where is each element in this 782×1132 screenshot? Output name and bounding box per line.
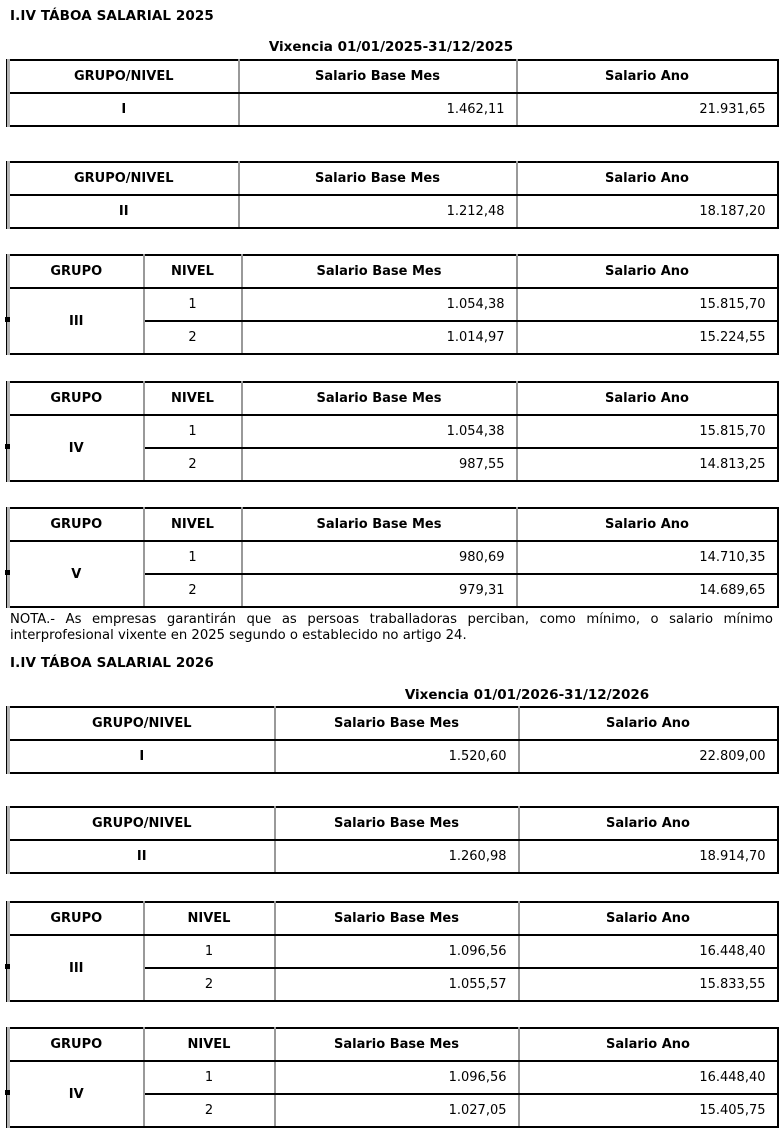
header-salario-base-mes: Salario Base Mes [239, 60, 517, 93]
salary-table-2025-group-iii [7, 254, 776, 355]
table-header-row [9, 255, 778, 288]
salario-base-mes-value: 1.212,48 [239, 195, 517, 228]
header-salario-base-mes: Salario Base Mes [239, 162, 517, 195]
table-row [9, 288, 778, 321]
salario-base-mes-value: 1.260,98 [275, 840, 519, 873]
header-grupo-nivel: GRUPO/NIVEL [9, 807, 275, 840]
nivel-value: 2 [144, 448, 242, 481]
salary-table-2025-group-iv [7, 381, 776, 482]
header-grupo: GRUPO [9, 508, 144, 541]
salario-base-mes-value: 1.027,05 [275, 1094, 519, 1127]
nivel-value: 1 [144, 415, 242, 448]
salary-table-2025-group-ii [7, 161, 776, 229]
table-row [9, 1061, 778, 1094]
table-header-row [9, 1028, 778, 1061]
header-salario-base-mes: Salario Base Mes [275, 807, 519, 840]
header-grupo-nivel: GRUPO/NIVEL [9, 707, 275, 740]
table-row [9, 740, 778, 773]
salary-table-2025-group-i [7, 59, 776, 127]
table-row [9, 195, 778, 228]
header-grupo-nivel: GRUPO/NIVEL [9, 60, 239, 93]
header-salario-ano: Salario Ano [519, 707, 778, 740]
header-nivel: NIVEL [144, 255, 242, 288]
group-label: III [9, 288, 144, 354]
header-salario-base-mes: Salario Base Mes [275, 902, 519, 935]
table-header-row [9, 162, 778, 195]
group-label: I [9, 740, 275, 773]
header-nivel: NIVEL [144, 1028, 275, 1061]
header-salario-ano: Salario Ano [519, 807, 778, 840]
salario-ano-value: 16.448,40 [519, 1061, 778, 1094]
validity-subtitle-2025: Vixencia 01/01/2025-31/12/2025 [268, 39, 514, 55]
table-row [9, 93, 778, 126]
header-salario-ano: Salario Ano [519, 1028, 778, 1061]
salario-base-mes-value: 1.055,57 [275, 968, 519, 1001]
nivel-value: 1 [144, 1061, 275, 1094]
salario-ano-value: 14.689,65 [517, 574, 778, 607]
left-margin-artifact [5, 964, 10, 969]
validity-subtitle-2026: Vixencia 01/01/2026-31/12/2026 [404, 687, 650, 703]
salary-table-2026-group-iv [7, 1027, 776, 1128]
nivel-value: 2 [144, 1094, 275, 1127]
salario-base-mes-value: 1.462,11 [239, 93, 517, 126]
table-header-row [9, 382, 778, 415]
table-header-row [9, 902, 778, 935]
salario-ano-value: 16.448,40 [519, 935, 778, 968]
left-margin-artifact [5, 1090, 10, 1095]
group-label: II [9, 195, 239, 228]
salario-ano-value: 15.224,55 [517, 321, 778, 354]
nivel-value: 1 [144, 288, 242, 321]
group-label: II [9, 840, 275, 873]
header-salario-ano: Salario Ano [517, 60, 778, 93]
salario-ano-value: 15.815,70 [517, 415, 778, 448]
salario-ano-value: 15.405,75 [519, 1094, 778, 1127]
header-salario-ano: Salario Ano [519, 902, 778, 935]
section-title-2025: I.IV TÁBOA SALARIAL 2025 [10, 8, 214, 24]
salario-base-mes-value: 979,31 [242, 574, 517, 607]
salary-table-2026-group-i [7, 706, 776, 774]
table-header-row [9, 807, 778, 840]
header-salario-ano: Salario Ano [517, 508, 778, 541]
group-label: IV [9, 415, 144, 481]
salario-ano-value: 18.914,70 [519, 840, 778, 873]
salario-ano-value: 21.931,65 [517, 93, 778, 126]
header-salario-base-mes: Salario Base Mes [275, 707, 519, 740]
salario-base-mes-value: 1.520,60 [275, 740, 519, 773]
nivel-value: 1 [144, 935, 275, 968]
salario-base-mes-value: 1.014,97 [242, 321, 517, 354]
header-grupo: GRUPO [9, 255, 144, 288]
header-salario-ano: Salario Ano [517, 255, 778, 288]
header-grupo: GRUPO [9, 902, 144, 935]
header-salario-base-mes: Salario Base Mes [242, 508, 517, 541]
table-header-row [9, 707, 778, 740]
salary-table-2026-group-ii [7, 806, 776, 874]
salario-ano-value: 15.833,55 [519, 968, 778, 1001]
table-row [9, 415, 778, 448]
table-header-row [9, 60, 778, 93]
nivel-value: 2 [144, 968, 275, 1001]
salario-base-mes-value: 1.054,38 [242, 288, 517, 321]
group-label: IV [9, 1061, 144, 1127]
nivel-value: 2 [144, 321, 242, 354]
salario-base-mes-value: 980,69 [242, 541, 517, 574]
salario-ano-value: 14.710,35 [517, 541, 778, 574]
section-title-2026: I.IV TÁBOA SALARIAL 2026 [10, 655, 214, 671]
salary-table-2026-group-iii [7, 901, 776, 1002]
header-salario-base-mes: Salario Base Mes [242, 382, 517, 415]
nivel-value: 1 [144, 541, 242, 574]
header-grupo-nivel: GRUPO/NIVEL [9, 162, 239, 195]
salario-ano-value: 22.809,00 [519, 740, 778, 773]
header-nivel: NIVEL [144, 382, 242, 415]
header-nivel: NIVEL [144, 902, 275, 935]
left-margin-artifact [5, 444, 10, 449]
header-salario-base-mes: Salario Base Mes [275, 1028, 519, 1061]
salario-base-mes-value: 1.054,38 [242, 415, 517, 448]
header-salario-ano: Salario Ano [517, 162, 778, 195]
salario-base-mes-value: 1.096,56 [275, 935, 519, 968]
group-label: V [9, 541, 144, 607]
header-nivel: NIVEL [144, 508, 242, 541]
left-margin-artifact [5, 317, 10, 322]
salario-ano-value: 15.815,70 [517, 288, 778, 321]
header-grupo: GRUPO [9, 382, 144, 415]
table-row [9, 840, 778, 873]
table-header-row [9, 508, 778, 541]
group-label: III [9, 935, 144, 1001]
nivel-value: 2 [144, 574, 242, 607]
minimum-wage-note: NOTA.- As empresas garantirán que as persoas traballadoras perciban, como mínimo, o salario mínimo interprofesional vixente en 2025 segundo o establecido no artigo 24. [10, 612, 773, 643]
salario-base-mes-value: 1.096,56 [275, 1061, 519, 1094]
salary-table-2025-group-v [7, 507, 776, 608]
header-grupo: GRUPO [9, 1028, 144, 1061]
header-salario-ano: Salario Ano [517, 382, 778, 415]
left-margin-artifact [5, 570, 10, 575]
table-row [9, 541, 778, 574]
group-label: I [9, 93, 239, 126]
salario-ano-value: 18.187,20 [517, 195, 778, 228]
header-salario-base-mes: Salario Base Mes [242, 255, 517, 288]
salario-ano-value: 14.813,25 [517, 448, 778, 481]
salario-base-mes-value: 987,55 [242, 448, 517, 481]
table-row [9, 935, 778, 968]
